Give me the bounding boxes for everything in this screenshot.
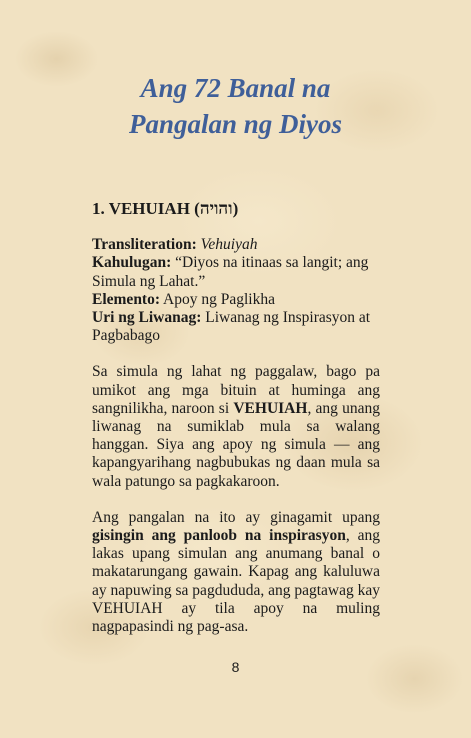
light-type-row [92, 309, 380, 345]
paragraph-origin-text-2: , ang unang liwanag na sumiklab mula sa walang hanggan. Siya ang apoy ng simula — ang kapangyarihang nagbubukas ng daan mula sa wala patungo sa pagkakaroon. [92, 399, 380, 490]
paragraph-origin [92, 363, 380, 490]
page-title-line-2: Pangalan ng Diyos [128, 109, 343, 139]
entry-heading: 1. VEHUIAH (והויה) [92, 199, 239, 218]
paragraph-usage-text-2: , ang lakas upang simulan ang anumang banal o makatarungang gawain. Kapag ang kaluluwa ay napuwing sa pagdududa, ang pagtawag kay VEHUIAH ay tila apoy na muling nagpapasindi ng pag-asa. [92, 527, 380, 636]
meaning-row [92, 254, 380, 290]
page-title [0, 70, 471, 142]
page-number: 8 [231, 659, 240, 675]
paragraph-usage [92, 509, 380, 636]
paragraph-usage-bold: gisingin ang panloob na inspirasyon [92, 527, 346, 545]
page-title-line-1: Ang 72 Banal na [140, 73, 331, 103]
transliteration-value: Vehuiyah [200, 236, 258, 254]
element-label: Elemento: [92, 290, 161, 308]
paragraph-usage-text-1: Ang pangalan na ito ay ginagamit upang [92, 508, 380, 526]
paragraph-origin-bold: VEHUIAH [233, 399, 308, 417]
transliteration-row [92, 236, 380, 254]
light-type-value: Liwanag ng Inspirasyon at Pagbabago [92, 309, 371, 345]
paragraph-origin-text-1: Sa simula ng lahat ng paggalaw, bago pa umikot ang mga bituin at huminga ang sangnilikha, naroon si [92, 363, 380, 417]
meaning-value: “Diyos na itinaas sa langit; ang Simula ng Lahat.” [92, 254, 369, 290]
light-type-label: Uri ng Liwanag: [92, 309, 202, 327]
element-row [92, 291, 380, 309]
element-value: Apoy ng Paglikha [163, 290, 275, 308]
entry-content [92, 200, 380, 636]
entry-metadata [92, 236, 380, 345]
transliteration-label: Transliteration: [92, 236, 197, 254]
meaning-label: Kahulugan: [92, 254, 172, 272]
